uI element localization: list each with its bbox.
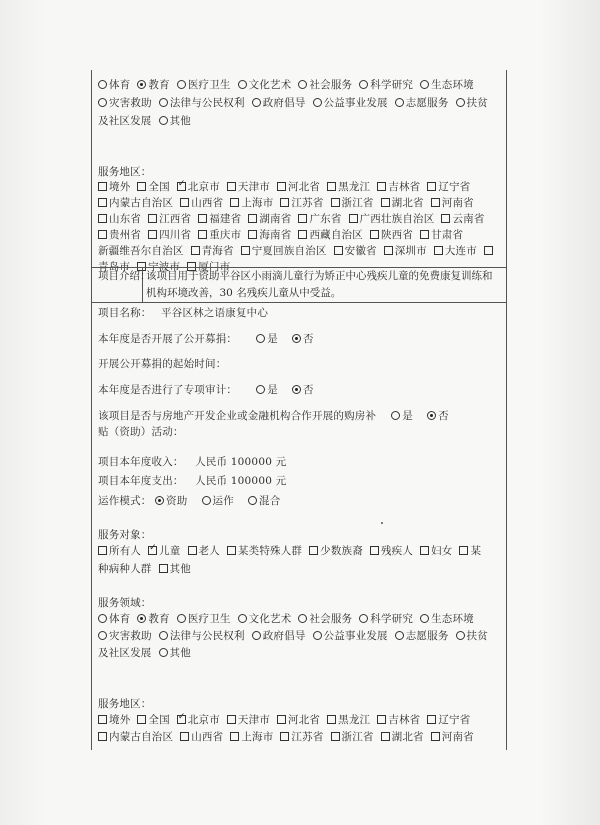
option-label: 天津市 bbox=[237, 181, 271, 193]
option-line bbox=[98, 96, 503, 110]
option-label: 社会服务 bbox=[309, 79, 353, 91]
option-label: 少数族裔 bbox=[320, 545, 363, 557]
option-label: 天津市 bbox=[237, 714, 271, 726]
operation-mode-label: 运作模式： bbox=[98, 495, 152, 507]
option-line bbox=[98, 114, 503, 128]
option-label: 湖南省 bbox=[259, 213, 292, 225]
option-radio[interactable] bbox=[159, 631, 168, 640]
option-radio[interactable] bbox=[238, 80, 247, 89]
option-checkbox[interactable] bbox=[334, 246, 343, 255]
option-checkbox[interactable] bbox=[180, 732, 189, 741]
option-checkbox[interactable] bbox=[180, 198, 189, 207]
option-checkbox[interactable] bbox=[98, 198, 107, 207]
option-label: 及社区发展 bbox=[98, 115, 152, 127]
yes-label: 是 bbox=[267, 384, 278, 396]
option-label: 山东省 bbox=[109, 213, 142, 225]
option-label: 浙江省 bbox=[341, 197, 374, 209]
option-checkbox[interactable] bbox=[327, 182, 336, 191]
option-radio[interactable] bbox=[98, 98, 107, 107]
option-radio[interactable] bbox=[98, 631, 107, 640]
option-checkbox[interactable] bbox=[227, 182, 236, 191]
option-label: 残疾人 bbox=[380, 545, 414, 557]
option-label: 公益事业发展 bbox=[323, 97, 388, 109]
option-label: 河北省 bbox=[288, 714, 321, 726]
option-label: 山西省 bbox=[191, 731, 224, 743]
option-radio[interactable] bbox=[98, 80, 107, 89]
audit-no-radio[interactable] bbox=[292, 385, 301, 394]
option-label: 教育 bbox=[148, 613, 170, 625]
option-checkbox[interactable] bbox=[241, 246, 250, 255]
option-checkbox[interactable] bbox=[431, 732, 440, 741]
audit-question: 本年度是否进行了专项审计： bbox=[98, 384, 238, 396]
option-label: 北京市 bbox=[187, 714, 220, 726]
option-checkbox[interactable] bbox=[98, 182, 107, 191]
option-line bbox=[98, 196, 503, 210]
region-label-bottom: 服务地区： bbox=[98, 698, 152, 710]
option-label: 灾害救助 bbox=[109, 97, 152, 109]
expense-value: 人民币 100000 元 bbox=[195, 475, 287, 487]
intro-line-2: 机构环境改善，30 名残疾儿童从中受益。 bbox=[146, 287, 342, 299]
yes-label: 是 bbox=[402, 410, 413, 422]
option-label: 甘肃省 bbox=[431, 229, 464, 241]
option-checkbox[interactable] bbox=[331, 732, 340, 741]
option-label: 灾害救助 bbox=[109, 630, 152, 642]
option-label: 河南省 bbox=[441, 197, 474, 209]
fundraising-yes-radio[interactable] bbox=[256, 334, 265, 343]
option-radio[interactable] bbox=[456, 98, 465, 107]
project-name-row bbox=[98, 306, 503, 320]
housing-yes-radio[interactable] bbox=[391, 411, 400, 420]
option-label: 陕西省 bbox=[380, 229, 414, 241]
option-checkbox[interactable] bbox=[331, 198, 340, 207]
expense-label: 项目本年度支出： bbox=[98, 475, 184, 487]
option-radio[interactable] bbox=[359, 614, 368, 623]
option-label: 宁波市 bbox=[148, 261, 181, 273]
option-checkbox[interactable] bbox=[370, 546, 379, 555]
project-name-label: 项目名称： bbox=[98, 307, 152, 319]
option-line bbox=[98, 612, 503, 626]
scan-speck bbox=[381, 522, 383, 524]
option-checkbox[interactable] bbox=[484, 246, 493, 255]
option-checkbox[interactable] bbox=[277, 715, 286, 724]
option-checkbox[interactable] bbox=[280, 198, 289, 207]
option-radio[interactable] bbox=[159, 648, 168, 657]
option-label: 种病种人群 bbox=[98, 563, 152, 575]
option-label: 安徽省 bbox=[344, 245, 377, 257]
option-radio[interactable] bbox=[359, 80, 368, 89]
option-label: 法律与公民权利 bbox=[169, 97, 245, 109]
intro-label: 项目介绍： bbox=[98, 270, 151, 282]
option-line bbox=[98, 713, 503, 727]
option-checkbox[interactable] bbox=[420, 230, 429, 239]
option-label: 政府倡导 bbox=[262, 630, 306, 642]
option-label: 生态环境 bbox=[431, 79, 474, 91]
option-line bbox=[98, 228, 503, 242]
option-checkbox[interactable] bbox=[381, 198, 390, 207]
option-checkbox[interactable] bbox=[309, 546, 318, 555]
option-label: 内蒙古自治区 bbox=[109, 731, 174, 743]
option-checkbox[interactable] bbox=[177, 715, 186, 724]
option-label: 扶贫 bbox=[466, 630, 488, 642]
housing-question-line-1: 该项目是否与房地产开发企业或金融机构合作开展的购房补 bbox=[98, 410, 377, 422]
option-checkbox[interactable] bbox=[377, 182, 386, 191]
option-checkbox[interactable] bbox=[298, 230, 307, 239]
fundraising-no-radio[interactable] bbox=[292, 334, 301, 343]
option-radio[interactable] bbox=[177, 614, 186, 623]
option-label: 公益事业发展 bbox=[323, 630, 388, 642]
option-radio[interactable] bbox=[456, 631, 465, 640]
option-label: 生态环境 bbox=[431, 613, 474, 625]
option-label: 全国 bbox=[148, 181, 170, 193]
option-label: 其他 bbox=[169, 115, 191, 127]
option-label: 全国 bbox=[148, 714, 170, 726]
option-label: 海南省 bbox=[259, 229, 292, 241]
option-label: 体育 bbox=[109, 79, 131, 91]
option-line bbox=[98, 730, 503, 744]
mode-grant-radio[interactable] bbox=[155, 496, 164, 505]
option-label: 医疗卫生 bbox=[187, 613, 231, 625]
option-label: 江西省 bbox=[159, 213, 192, 225]
option-checkbox[interactable] bbox=[441, 214, 450, 223]
option-checkbox[interactable] bbox=[431, 198, 440, 207]
option-label: 境外 bbox=[109, 714, 131, 726]
option-line bbox=[98, 562, 503, 576]
option-radio[interactable] bbox=[238, 614, 247, 623]
option-label: 山西省 bbox=[191, 197, 224, 209]
option-label: 江苏省 bbox=[291, 731, 324, 743]
option-label: 大连市 bbox=[444, 245, 477, 257]
option-label: 厦门市 bbox=[198, 261, 231, 273]
option-radio[interactable] bbox=[177, 80, 186, 89]
option-label: 宁夏回族自治区 bbox=[251, 245, 327, 257]
option-label: 境外 bbox=[109, 181, 131, 193]
fundraising-question: 本年度是否开展了公开募捐： bbox=[98, 333, 238, 345]
option-label: 社会服务 bbox=[309, 613, 353, 625]
income-row bbox=[98, 455, 503, 469]
mode-operate-radio[interactable] bbox=[202, 496, 211, 505]
option-line bbox=[98, 544, 503, 558]
option-checkbox[interactable] bbox=[148, 230, 157, 239]
option-checkbox[interactable] bbox=[227, 546, 236, 555]
option-label: 贵州省 bbox=[109, 229, 142, 241]
option-checkbox[interactable] bbox=[137, 182, 146, 191]
option-checkbox[interactable] bbox=[434, 246, 443, 255]
yes-label: 是 bbox=[267, 333, 278, 345]
option-checkbox[interactable] bbox=[370, 230, 379, 239]
option-label: 福建省 bbox=[209, 213, 242, 225]
option-radio[interactable] bbox=[313, 98, 322, 107]
expense-row bbox=[98, 474, 503, 488]
option-checkbox[interactable] bbox=[377, 715, 386, 724]
option-checkbox[interactable] bbox=[188, 546, 197, 555]
mode-operate-label: 运作 bbox=[212, 495, 234, 507]
option-radio[interactable] bbox=[159, 98, 168, 107]
option-label: 所有人 bbox=[109, 545, 142, 557]
option-checkbox[interactable] bbox=[384, 246, 393, 255]
option-label: 法律与公民权利 bbox=[169, 630, 245, 642]
option-checkbox[interactable] bbox=[230, 198, 239, 207]
option-checkbox[interactable] bbox=[381, 732, 390, 741]
option-checkbox[interactable] bbox=[427, 715, 436, 724]
option-label: 科学研究 bbox=[370, 613, 414, 625]
housing-question-line-2: 贴（资助）活动： bbox=[98, 426, 184, 438]
option-line bbox=[98, 244, 503, 258]
fundraising-start-label: 开展公开募捐的起始时间： bbox=[98, 358, 227, 370]
option-label: 河北省 bbox=[288, 181, 321, 193]
option-label: 扶贫 bbox=[466, 97, 488, 109]
option-label: 文化艺术 bbox=[248, 79, 292, 91]
mode-mixed-label: 混合 bbox=[259, 495, 281, 507]
option-line bbox=[98, 629, 503, 643]
option-checkbox[interactable] bbox=[298, 214, 307, 223]
option-line bbox=[98, 212, 503, 226]
option-label: 内蒙古自治区 bbox=[109, 197, 174, 209]
option-label: 体育 bbox=[109, 613, 131, 625]
option-radio[interactable] bbox=[98, 614, 107, 623]
option-radio[interactable] bbox=[298, 80, 307, 89]
option-checkbox[interactable] bbox=[248, 230, 257, 239]
option-label: 湖北省 bbox=[391, 197, 424, 209]
option-label: 辽宁省 bbox=[438, 181, 471, 193]
option-checkbox[interactable] bbox=[280, 732, 289, 741]
option-radio[interactable] bbox=[159, 116, 168, 125]
no-label: 否 bbox=[303, 384, 314, 396]
option-label: 上海市 bbox=[241, 731, 274, 743]
option-radio[interactable] bbox=[298, 614, 307, 623]
option-label: 文化艺术 bbox=[248, 613, 292, 625]
option-checkbox[interactable] bbox=[198, 230, 207, 239]
option-checkbox[interactable] bbox=[159, 564, 168, 573]
option-label: 湖北省 bbox=[391, 731, 424, 743]
field-label: 服务领域： bbox=[98, 597, 152, 609]
option-radio[interactable] bbox=[395, 631, 404, 640]
option-checkbox[interactable] bbox=[248, 214, 257, 223]
option-label: 深圳市 bbox=[394, 245, 427, 257]
no-label: 否 bbox=[303, 333, 314, 345]
option-label: 医疗卫生 bbox=[187, 79, 231, 91]
option-label: 重庆市 bbox=[209, 229, 242, 241]
option-label: 西藏自治区 bbox=[309, 229, 363, 241]
option-label: 妇女 bbox=[431, 545, 453, 557]
option-label: 志愿服务 bbox=[405, 97, 449, 109]
option-checkbox[interactable] bbox=[459, 546, 468, 555]
option-label: 吉林省 bbox=[388, 714, 421, 726]
project-name-value: 平谷区林之语康复中心 bbox=[161, 307, 269, 319]
option-label: 青海省 bbox=[201, 245, 234, 257]
option-checkbox[interactable] bbox=[198, 214, 207, 223]
option-checkbox[interactable] bbox=[227, 715, 236, 724]
mode-mixed-radio[interactable] bbox=[248, 496, 257, 505]
option-label: 浙江省 bbox=[341, 731, 374, 743]
option-checkbox[interactable] bbox=[98, 715, 107, 724]
option-line bbox=[98, 78, 503, 92]
option-label: 老人 bbox=[198, 545, 220, 557]
option-label: 某 bbox=[470, 545, 482, 557]
option-label: 云南省 bbox=[452, 213, 485, 225]
option-checkbox[interactable] bbox=[98, 732, 107, 741]
intro-line-1: 该项目用于资助平谷区小雨滴儿童行为矫正中心残疾儿童的免费康复训练和 bbox=[146, 270, 493, 282]
option-label: 黑龙江 bbox=[338, 181, 371, 193]
option-label: 北京市 bbox=[187, 181, 220, 193]
option-radio[interactable] bbox=[395, 98, 404, 107]
beneficiary-label: 服务对象： bbox=[98, 529, 152, 541]
option-label: 其他 bbox=[169, 647, 191, 659]
option-label: 四川省 bbox=[159, 229, 192, 241]
option-label: 及社区发展 bbox=[98, 647, 152, 659]
option-label: 志愿服务 bbox=[405, 630, 449, 642]
option-label: 教育 bbox=[148, 79, 170, 91]
option-label: 其他 bbox=[169, 563, 191, 575]
option-label: 政府倡导 bbox=[262, 97, 306, 109]
option-checkbox[interactable] bbox=[137, 715, 146, 724]
fundraising-question-row bbox=[98, 332, 503, 346]
row-divider bbox=[91, 302, 507, 303]
housing-no-radio[interactable] bbox=[427, 411, 436, 420]
option-label: 河南省 bbox=[441, 731, 474, 743]
option-checkbox[interactable] bbox=[230, 732, 239, 741]
option-checkbox[interactable] bbox=[177, 182, 186, 191]
option-radio[interactable] bbox=[313, 631, 322, 640]
option-checkbox[interactable] bbox=[98, 230, 107, 239]
option-checkbox[interactable] bbox=[427, 182, 436, 191]
option-label: 江苏省 bbox=[291, 197, 324, 209]
option-checkbox[interactable] bbox=[98, 214, 107, 223]
option-checkbox[interactable] bbox=[98, 546, 107, 555]
option-radio[interactable] bbox=[420, 80, 429, 89]
option-radio[interactable] bbox=[252, 98, 261, 107]
option-checkbox[interactable] bbox=[277, 182, 286, 191]
option-radio[interactable] bbox=[137, 80, 146, 89]
option-label: 儿童 bbox=[159, 545, 181, 557]
option-label: 黑龙江 bbox=[338, 714, 371, 726]
option-label: 青岛市 bbox=[98, 261, 131, 273]
no-label: 否 bbox=[438, 410, 449, 422]
option-label: 上海市 bbox=[241, 197, 274, 209]
option-checkbox[interactable] bbox=[349, 214, 358, 223]
audit-yes-radio[interactable] bbox=[256, 385, 265, 394]
income-label: 项目本年度收入： bbox=[98, 456, 184, 468]
housing-question-row bbox=[98, 409, 503, 423]
option-label: 广东省 bbox=[309, 213, 342, 225]
income-value: 人民币 100000 元 bbox=[195, 456, 287, 468]
option-label: 科学研究 bbox=[370, 79, 414, 91]
option-label: 广西壮族自治区 bbox=[359, 213, 435, 225]
option-line bbox=[98, 646, 503, 660]
operation-mode-row bbox=[98, 494, 503, 508]
option-radio[interactable] bbox=[420, 614, 429, 623]
option-label: 某类特殊人群 bbox=[237, 545, 303, 557]
option-checkbox[interactable] bbox=[327, 715, 336, 724]
option-checkbox[interactable] bbox=[148, 214, 157, 223]
option-label: 辽宁省 bbox=[438, 714, 471, 726]
audit-question-row bbox=[98, 383, 503, 397]
option-line bbox=[98, 180, 503, 194]
option-label: 新疆维吾尔自治区 bbox=[98, 245, 184, 257]
option-radio[interactable] bbox=[137, 614, 146, 623]
mode-grant-label: 资助 bbox=[166, 495, 188, 507]
option-label: 吉林省 bbox=[388, 181, 421, 193]
option-checkbox[interactable] bbox=[420, 546, 429, 555]
option-radio[interactable] bbox=[252, 631, 261, 640]
option-checkbox[interactable] bbox=[191, 246, 200, 255]
region-label-top: 服务地区： bbox=[98, 166, 152, 178]
option-checkbox[interactable] bbox=[148, 546, 157, 555]
